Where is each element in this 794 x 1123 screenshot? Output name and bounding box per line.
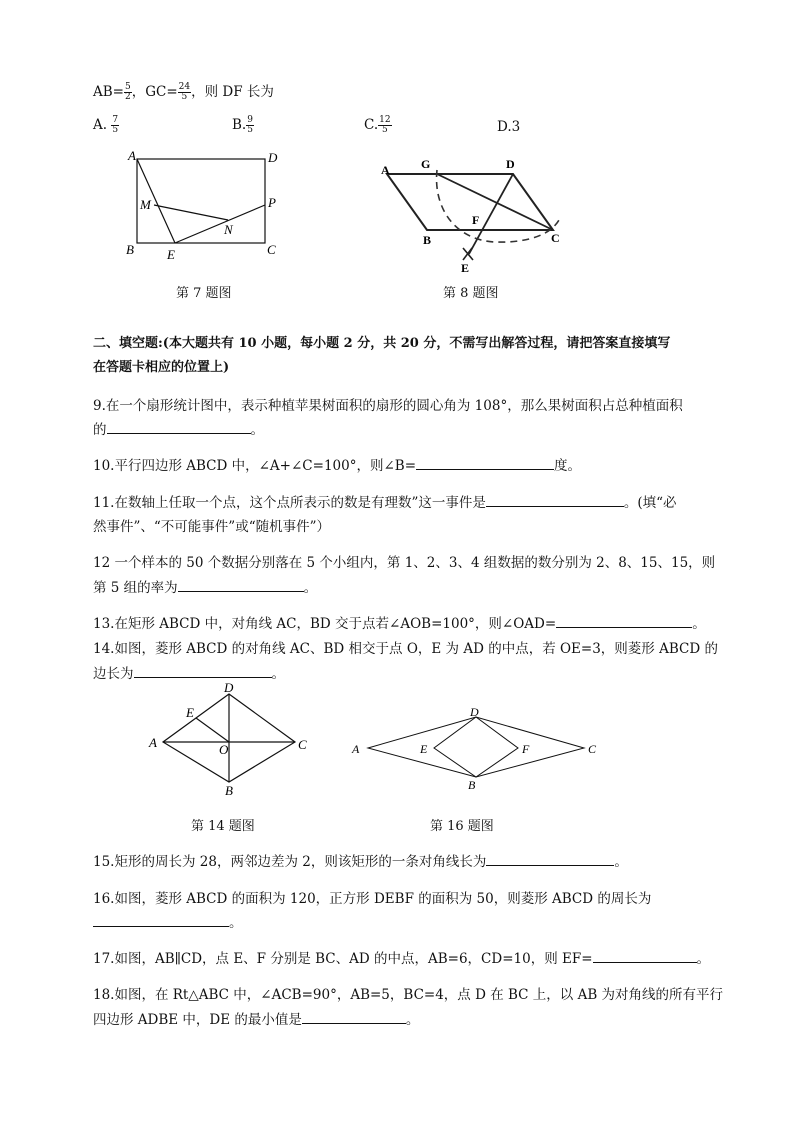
fig14-label-o: O [219,742,229,757]
fig16-rhombus-abcd [368,717,584,777]
question-10 [93,454,581,474]
option-b-label: B. [232,117,247,133]
fig7-label-d: D [268,150,278,165]
answer-blank-9[interactable] [107,421,251,434]
question-14-line1: 14.如图，菱形 ABCD 的对角线 AC、BD 相交于点 O，E 为 AD 的中点，若 OE=3，则菱形 ABCD 的 [93,641,718,657]
fig16-label-d: D [470,705,479,719]
fig16-square-debf [434,717,518,777]
fig7-label-e: E [167,247,175,262]
question-12-prefix: 第 5 组的率为 [93,580,178,596]
answer-blank-15[interactable] [486,853,614,866]
answer-blank-10[interactable] [416,457,554,470]
figure-14 [143,682,315,800]
option-a-label: A. [93,117,108,133]
fig7-line-mn [154,205,228,220]
question-13-prefix: 13.在矩形 ABCD 中，对角线 AC，BD 交于点若∠AOB=100°，则∠OAD= [93,616,557,632]
question-9-prefix: 的 [93,422,107,438]
fig8-label-e: E [461,261,470,275]
question-12-suffix: 。 [303,580,318,596]
option-c-denominator: 5 [382,125,388,135]
fig14-segment-oe [196,718,229,742]
answer-blank-13[interactable] [556,615,692,628]
question-16-line1: 16.如图，菱形 ABCD 的面积为 120，正方形 DEBF 的面积为 50，则菱形 ABCD 的周长为 [93,891,652,907]
fig14-label-c: C [298,737,307,752]
fig8-label-f: F [472,213,480,227]
ab-numerator: 5 [124,82,131,92]
question-11-line1 [93,491,677,511]
question-13-suffix: 。 [692,616,706,632]
fig16-label-f: F [522,742,530,756]
fig8-caption: 第 8 题图 [443,286,499,301]
answer-blank-14[interactable] [134,665,272,678]
fig16-caption: 第 16 题图 [430,819,494,834]
fig7-label-b: B [126,242,134,257]
option-b-denominator: 5 [247,125,253,135]
fig8-label-a: A [381,163,390,177]
q8-stem-end: ，则 DF 长为 [191,84,274,100]
question-14-prefix: 边长为 [93,666,134,682]
answer-blank-12[interactable] [178,579,304,592]
question-15 [93,850,628,870]
question-18-line1: 18.如图，在 Rt△ABC 中，∠ACB=90°，AB=5，BC=4，点 D 在 BC 上，以 AB 为对角线的所有平行 [93,987,724,1003]
fig8-label-b: B [423,233,432,247]
ab-denominator: 2 [124,92,131,102]
question-9-suffix: 。 [250,422,264,438]
answer-blank-16[interactable] [93,914,229,927]
fig16-label-c: C [588,742,597,756]
fig8-cross-mark [463,248,473,260]
question-14-suffix: 。 [271,666,285,682]
fig16-label-a: A [352,742,360,756]
fig16-label-e: E [420,742,428,756]
q8-stem-ab-label: AB= [93,84,124,100]
option-d: D.3 [497,119,521,135]
ab-fraction [124,83,132,102]
section2-heading-line1: 二、填空题:(本大题共有 10 小题，每小题 2 分，共 20 分，不需写出解答过程，请把答案直接填写 [93,336,671,351]
fig8-label-d: D [506,157,515,171]
option-c-numerator: 12 [379,115,391,125]
question-18-line2 [93,1008,419,1028]
figure-8 [375,148,575,278]
option-a-denominator: 5 [112,125,119,135]
question-12-line1: 12 一个样本的 50 个数据分别落在 5 个小组内，第 1、2、3、4 组数据的数分别为 2、8、15、15，则 [93,555,716,571]
figure-16 [348,705,608,795]
question-17-suffix: 。 [696,951,711,967]
fig14-label-e: E [186,705,194,720]
answer-blank-11[interactable] [486,494,624,507]
fig14-label-d: D [224,682,234,695]
gc-fraction [178,83,191,102]
answer-blank-17[interactable] [593,950,697,963]
fig14-label-b: B [225,783,233,798]
question-16-line2 [93,911,243,931]
fig8-line-gc [437,174,553,230]
question-11-prefix: 11.在数轴上任取一个点，这个点所表示的数是有理数”这一事件是 [93,495,486,511]
question-14-line2 [93,662,285,682]
section2-heading-line2: 在答题卡相应的位置上) [93,360,230,375]
question-9-line2 [93,418,264,438]
option-c-label: C. [364,117,379,133]
option-b [232,116,254,135]
question-18-suffix: 。 [405,1012,420,1028]
option-a-numerator: 7 [112,115,119,125]
figure-7 [120,145,290,270]
fig7-label-m: M [140,197,151,212]
question-18-prefix: 四边形 ADBE 中，DE 的最小值是 [93,1012,302,1028]
fig7-label-p: P [268,195,276,210]
question-11-line2: 然事件”、“不可能事件”或“随机事件”） [93,519,331,535]
fig14-label-a: A [149,735,157,750]
answer-blank-18[interactable] [302,1011,406,1024]
fig8-label-g: G [421,157,431,171]
question-15-suffix: 。 [614,854,628,870]
question-13 [93,612,706,632]
fig7-line-ep [175,205,265,243]
question-9-line1: 9.在一个扇形统计图中，表示种植苹果树面积的扇形的圆心角为 108°，那么果树面积占总种植面积 [93,398,683,414]
option-c-fraction [378,116,391,135]
fig7-label-n: N [224,222,233,237]
fig14-caption: 第 14 题图 [191,819,255,834]
question-11-suffix: 。(填“必 [623,495,677,511]
option-b-numerator: 9 [247,115,253,125]
fig8-label-c: C [551,231,560,245]
gc-denominator: 5 [181,92,188,102]
fig8-parallelogram [387,174,553,230]
option-a [93,116,119,135]
q8-stem-gc-label: ，GC= [131,84,178,100]
question-16-suffix: 。 [229,915,243,931]
question-15-prefix: 15.矩形的周长为 28，两邻边差为 2，则该矩形的一条对角线长为 [93,854,487,870]
fig8-arc [437,170,561,242]
question-17-prefix: 17.如图，AB∥CD，点 E、F 分别是 BC、AD 的中点，AB=6，CD=10，则 EF= [93,951,593,967]
q8-stem-line [93,80,274,102]
question-12-line2 [93,576,317,596]
option-a-fraction [111,116,119,135]
fig7-label-c: C [267,242,276,257]
option-c [364,116,392,135]
fig7-caption: 第 7 题图 [176,286,232,301]
question-10-suffix: 度。 [554,458,582,474]
fig7-label-a: A [128,148,136,163]
option-b-fraction [246,116,254,135]
question-17 [93,947,710,967]
question-10-prefix: 10.平行四边形 ABCD 中，∠A+∠C=100°，则∠B= [93,458,417,474]
gc-numerator: 24 [178,82,191,92]
fig16-label-b: B [468,778,476,792]
